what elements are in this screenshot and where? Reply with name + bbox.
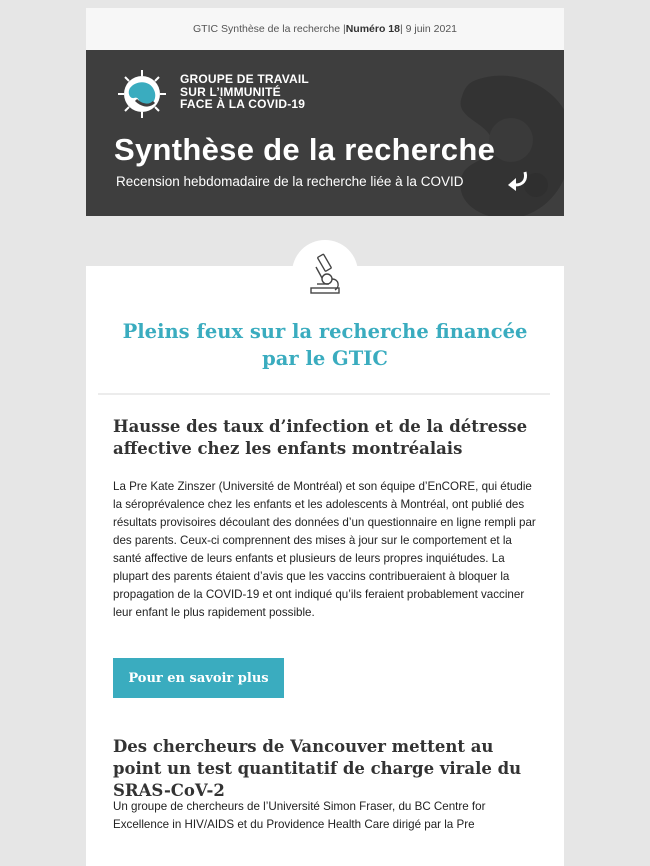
banner-title: Synthèse de la recherche [114,132,496,167]
article-body: La Pre Kate Zinszer (Université de Montréal) et son équipe d’EnCORE, qui étudie la séroprévalence chez les enfants et les adolescents à Montréal, ont publié des résultats provisoires découlant des données d’un questionnaire en ligne rempli par des parents. Ceux-ci comprennent des mises à jour sur le comportement et la santé affective de leurs enfants et plusieurs de leurs propres inquiétudes. La plupart des parents étaient d’avis que les vaccins contribueraient à bloquer la propagation de la COVID-19 et ont indiqué qu’ils feraient probablement vacciner leur enfant le plus rapidement possible. [113,480,536,619]
article-body: Un groupe de chercheurs de l’Université Simon Fraser, du BC Centre for Excellence in HIV/AIDS et du Providence Health Care dirigé par la Pre [113,800,486,831]
gtic-virus-logo-icon [116,68,168,120]
section-title: Pleins feux sur la recherche financée par le GTIC [122,320,528,370]
article-title: Des chercheurs de Vancouver mettent au point un test quantitatif de charge virale du SRAS-CoV-2 [113,737,522,800]
issue-date: | 9 juin 2021 [399,23,458,35]
curved-arrow-icon [505,170,529,192]
group-name: GROUPE DE TRAVAIL SUR L’IMMUNITÉ FACE À LA COVID-19 [180,72,309,111]
header-prefix: GTIC Synthèse de la recherche | [192,23,346,35]
newsletter-header-bar [86,8,564,50]
banner-subtitle: Recension hebdomadaire de la recherche liée à la COVID [116,174,464,189]
learn-more-button[interactable]: Pour en savoir plus [113,658,284,698]
divider [98,393,550,395]
article-title: Hausse des taux d’infection et de la détresse affective chez les enfants montréalais [113,417,528,458]
hero-banner [86,50,564,216]
microscope-icon [307,252,343,296]
issue-number: Numéro 18 [345,23,400,35]
